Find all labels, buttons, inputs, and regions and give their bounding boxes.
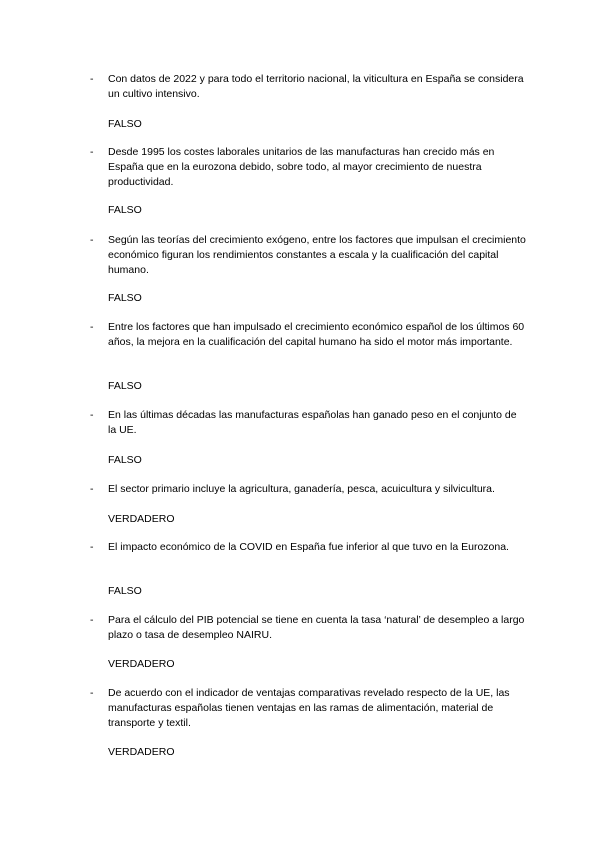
list-bullet: - bbox=[90, 687, 94, 699]
answer-text: VERDADERO bbox=[108, 746, 175, 758]
list-bullet: - bbox=[90, 541, 94, 553]
statement-text: Según las teorías del crecimiento exógeno, entre los factores que impulsan el crecimiento económico figuran los rendimientos constantes a escala y la cualificación del capital humano. bbox=[108, 234, 526, 276]
statement-text: Desde 1995 los costes laborales unitarios de las manufacturas han crecido más en España que en la eurozona debido, sobre todo, al mayor crecimiento de nuestra productividad. bbox=[108, 146, 495, 188]
answer-text: FALSO bbox=[108, 454, 142, 466]
statement-text: El sector primario incluye la agricultura, ganadería, pesca, acuicultura y silvicultura. bbox=[108, 483, 495, 495]
list-bullet: - bbox=[90, 321, 94, 333]
list-bullet: - bbox=[90, 614, 94, 626]
statement-text: El impacto económico de la COVID en España fue inferior al que tuvo en la Eurozona. bbox=[108, 541, 509, 553]
answer-text: VERDADERO bbox=[108, 513, 175, 525]
answer-text: FALSO bbox=[108, 204, 142, 216]
answer-text: FALSO bbox=[108, 585, 142, 597]
list-bullet: - bbox=[90, 234, 94, 246]
answer-text: FALSO bbox=[108, 380, 142, 392]
statement-text: Con datos de 2022 y para todo el territorio nacional, la viticultura en España se considera un cultivo intensivo. bbox=[108, 73, 524, 100]
statement-text: De acuerdo con el indicador de ventajas comparativas revelado respecto de la UE, las manufacturas españolas tienen ventajas en las ramas de alimentación, material de transporte y textil. bbox=[108, 687, 510, 729]
list-bullet: - bbox=[90, 409, 94, 421]
answer-text: FALSO bbox=[108, 292, 142, 304]
list-bullet: - bbox=[90, 73, 94, 85]
list-bullet: - bbox=[90, 146, 94, 158]
list-bullet: - bbox=[90, 483, 94, 495]
statement-text: Para el cálculo del PIB potencial se tiene en cuenta la tasa ‘natural’ de desempleo a largo plazo o tasa de desempleo NAIRU. bbox=[108, 614, 525, 641]
statement-text: Entre los factores que han impulsado el crecimiento económico español de los últimos 60 años, la mejora en la cualificación del capital humano ha sido el motor más importante. bbox=[108, 321, 525, 348]
statement-text: En las últimas décadas las manufacturas españolas han ganado peso en el conjunto de la UE. bbox=[108, 409, 517, 436]
answer-text: FALSO bbox=[108, 118, 142, 130]
answer-text: VERDADERO bbox=[108, 658, 175, 670]
